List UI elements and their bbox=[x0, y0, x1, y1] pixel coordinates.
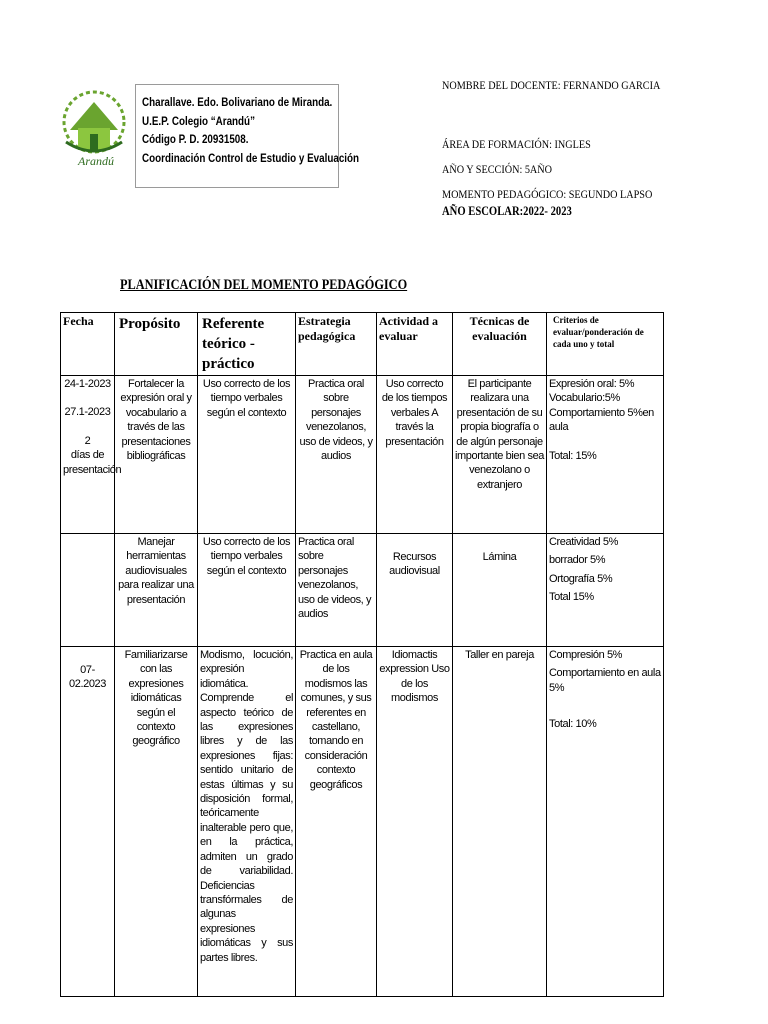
cell-tecnicas: Lámina bbox=[453, 534, 547, 647]
fecha-line: 27.1-2023 bbox=[64, 406, 111, 419]
table-row bbox=[61, 647, 664, 997]
table-row bbox=[61, 376, 664, 534]
cell-estrategia: Practica en aula de los modismos las comunes, y sus referentes en castellano, tomando en consideración contexto geográficos bbox=[296, 647, 377, 997]
criterio-line: Comportamiento en aula 5% bbox=[549, 667, 661, 694]
fecha-line: días de presentación bbox=[63, 449, 122, 476]
cell-tecnicas: El participante realizara una presentación de su propia biografía o de algún personaje importante bien sea venezolano o extranjero bbox=[453, 376, 547, 534]
header-criterios: Criterios de evaluar/ponderación de cada uno y total bbox=[547, 313, 664, 376]
criterio-line: Compresión 5% bbox=[549, 649, 623, 661]
fecha-line: 2 bbox=[84, 434, 91, 447]
header-fecha: Fecha bbox=[61, 313, 115, 376]
school-line-3: Código P. D. 20931508. bbox=[142, 132, 249, 146]
anio-escolar-label: AÑO ESCOLAR:2022- 2023 bbox=[442, 204, 572, 218]
header-estrategia: Estrategia pedagógica bbox=[296, 313, 377, 376]
school-info-box bbox=[135, 84, 360, 188]
anio-seccion-label: AÑO Y SECCIÓN: 5AÑO bbox=[442, 162, 553, 176]
cell-proposito: Manejar herramientas audiovisuales para realizar una presentación bbox=[115, 534, 198, 647]
page-title: PLANIFICACIÓN DEL MOMENTO PEDAGÓGICO bbox=[120, 277, 408, 293]
header-proposito: Propósito bbox=[115, 313, 198, 376]
criterio-line: Vocabulario:5% bbox=[549, 392, 620, 405]
docente-label: NOMBRE DEL DOCENTE: FERNANDO GARCIA bbox=[442, 78, 661, 92]
cell-fecha bbox=[61, 534, 115, 647]
cell-criterios bbox=[547, 376, 664, 534]
school-logo bbox=[60, 82, 128, 172]
criterio-line: Ortografía 5% bbox=[549, 572, 613, 585]
criterio-line: Total 15% bbox=[549, 591, 594, 604]
criterio-line: Comportamiento 5%en aula bbox=[549, 406, 654, 434]
criterio-line: borrador 5% bbox=[549, 554, 606, 567]
cell-actividad: Recursos audiovisual bbox=[377, 534, 453, 647]
cell-estrategia: Practica oral sobre personajes venezolanos, uso de videos, y audios bbox=[296, 376, 377, 534]
cell-referente: Uso correcto de los tiempo verbales según el contexto bbox=[198, 376, 296, 534]
cell-fecha bbox=[61, 376, 122, 534]
cell-proposito: Familiarizarse con las expresiones idiomáticas según el contexto geográfico bbox=[115, 647, 198, 997]
criterio-line: Expresión oral: 5% bbox=[549, 378, 635, 390]
area-label: ÁREA DE FORMACIÓN: INGLES bbox=[442, 137, 591, 151]
header-tecnicas: Técnicas de evaluación bbox=[453, 313, 547, 376]
header-actividad: Actividad a evaluar bbox=[377, 313, 453, 376]
school-line-4: Coordinación Control de Estudio y Evaluación bbox=[142, 150, 360, 165]
school-line-1: Charallave. Edo. Bolivariano de Miranda. bbox=[142, 95, 333, 109]
cell-referente: Modismo, locución, expresión idiomática. Comprende el aspecto teórico de las expresiones libres y de las expresiones fijas: sentido unitario de estas últimas y su disposición formal, teóricamente inalterable pero que, en la práctica, admiten un grado de variabilidad. Deficiencias transfórmales de algunas expresiones idiomáticas y sus partes libres. bbox=[198, 647, 296, 997]
cell-criterios bbox=[547, 647, 664, 997]
fecha-line: 24-1-2023 bbox=[64, 378, 111, 390]
momento-label: MOMENTO PEDAGÓGICO: SEGUNDO LAPSO bbox=[442, 187, 653, 201]
table-header-row bbox=[61, 313, 664, 376]
criterio-line: Total: 15% bbox=[549, 449, 597, 462]
planning-table bbox=[60, 312, 664, 997]
fecha-line: 07-02.2023 bbox=[69, 664, 106, 691]
header-referente: Referente teórico - práctico bbox=[198, 313, 296, 376]
logo-text: Arandú bbox=[78, 154, 114, 168]
cell-criterios bbox=[547, 534, 664, 647]
cell-referente: Uso correcto de los tiempo verbales según el contexto bbox=[198, 534, 296, 647]
criterio-line: Creatividad 5% bbox=[549, 536, 618, 548]
cell-fecha bbox=[61, 647, 115, 997]
table-row bbox=[61, 534, 664, 647]
cell-estrategia: Practica oral sobre personajes venezolanos, uso de videos, y audios bbox=[296, 534, 377, 647]
cell-proposito: Fortalecer la expresión oral y vocabulario a través de las presentaciones bibliográficas bbox=[115, 376, 198, 534]
cell-tecnicas: Taller en pareja bbox=[453, 647, 547, 997]
school-line-2: U.E.P. Colegio “Arandú” bbox=[142, 113, 255, 128]
criterio-line: Total: 10% bbox=[549, 718, 597, 731]
cell-actividad: Idiomactis expression Uso de los modismos bbox=[377, 647, 453, 997]
cell-actividad: Uso correcto de los tiempos verbales A través la presentación bbox=[377, 376, 453, 534]
